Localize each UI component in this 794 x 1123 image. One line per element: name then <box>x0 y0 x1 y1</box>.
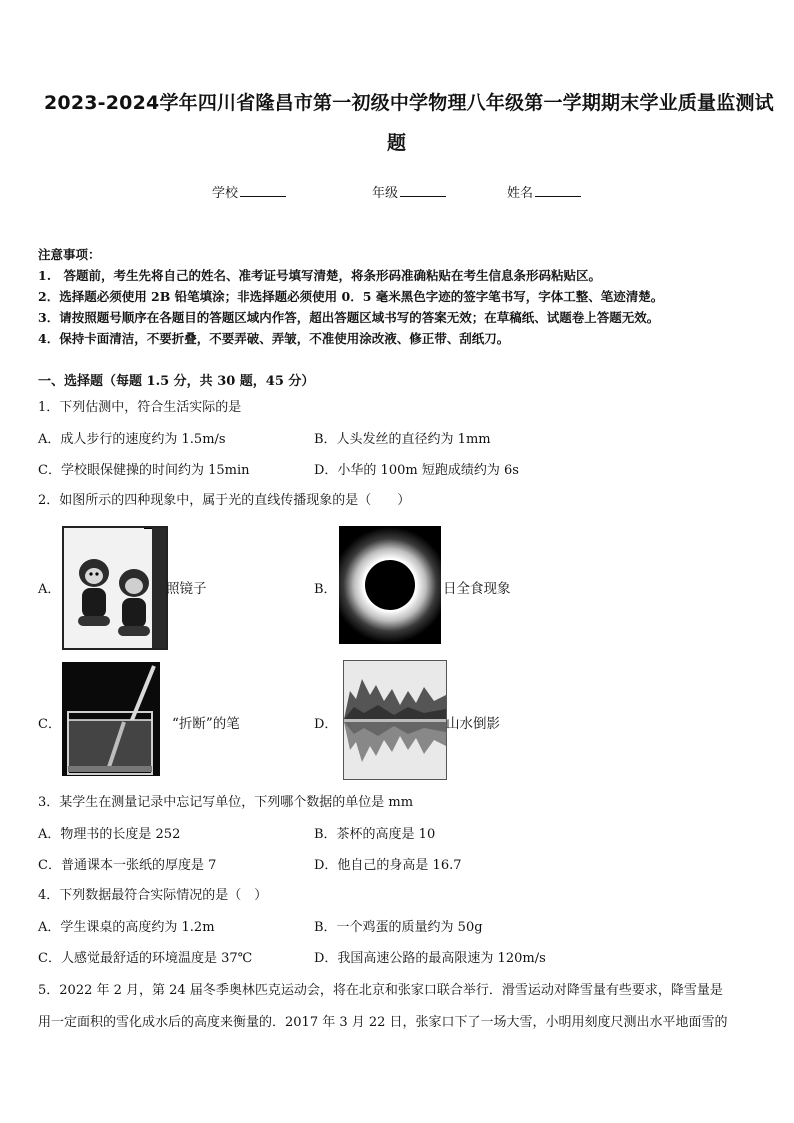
q2-option-d-label[interactable]: D． <box>314 717 338 732</box>
q4-option-a[interactable]: A．学生课桌的高度约为 1.2m <box>38 920 215 935</box>
note-item-4: 4．保持卡面清洁，不要折叠，不要弄破、弄皱，不准使用涂改液、修正带、刮纸刀。 <box>38 331 510 346</box>
grade-field[interactable] <box>372 182 446 201</box>
q1-stem: 1．下列估测中，符合生活实际的是 <box>38 400 242 415</box>
school-label: 学校 <box>212 186 239 201</box>
section-heading: 一、选择题（每题 1.5 分，共 30 题，45 分） <box>38 374 315 389</box>
page-title: 2023-2024学年四川省隆昌市第一初级中学物理八年级第一学期期末学业质量监测试 <box>44 92 774 114</box>
q1-option-d[interactable]: D．小华的 100m 短跑成绩约为 6s <box>314 463 519 478</box>
q3-option-b[interactable]: B．茶杯的高度是 10 <box>314 827 436 842</box>
q5-text-line-1: 5．2022 年 2 月，第 24 届冬季奥林匹克运动会，将在北京和张家口联合举行．滑雪运动对降雪量有些要求，降雪量是 <box>38 983 723 998</box>
q2-stem: 2．如图所示的四种现象中，属于光的直线传播现象的是（ ） <box>38 493 411 508</box>
q2-option-c-label[interactable]: C． <box>38 717 61 732</box>
q2-option-b-label[interactable]: B． <box>314 582 337 597</box>
school-blank <box>240 184 286 197</box>
q3-option-d[interactable]: D．他自己的身高是 16.7 <box>314 858 462 873</box>
name-blank <box>535 184 581 197</box>
reflection-photo <box>343 660 447 780</box>
q5-text-line-2: 用一定面积的雪化成水后的高度来衡量的．2017 年 3 月 22 日，张家口下了一场大雪，小明用刻度尺测出水平地面雪的 <box>38 1015 728 1030</box>
bent-pen-photo <box>62 662 160 776</box>
q1-option-a[interactable]: A．成人步行的速度约为 1.5m/s <box>38 432 226 447</box>
q3-stem: 3．某学生在测量记录中忘记写单位，下列哪个数据的单位是 mm <box>38 795 414 810</box>
q4-option-c[interactable]: C．人感觉最舒适的环境温度是 37℃ <box>38 951 253 966</box>
grade-blank <box>400 184 446 197</box>
q2-option-b-caption: 日全食现象 <box>443 581 511 597</box>
q4-option-b[interactable]: B．一个鸡蛋的质量约为 50g <box>314 920 483 935</box>
note-item-1: 1. 答题前，考生先将自己的姓名、准考证号填写清楚，将条形码准确粘贴在考生信息条形码粘贴区。 <box>38 268 602 283</box>
q3-option-a[interactable]: A．物理书的长度是 252 <box>38 827 181 842</box>
q2-option-d-caption: 山水倒影 <box>446 716 500 732</box>
name-field[interactable] <box>507 182 581 201</box>
q3-option-c[interactable]: C．普通课本一张纸的厚度是 7 <box>38 858 217 873</box>
note-item-2: 2．选择题必须使用 2B 铅笔填涂；非选择题必须使用 0．5 毫米黑色字迹的签字笔书写，字体工整、笔迹清楚。 <box>38 289 664 304</box>
notes-heading: 注意事项： <box>38 247 101 262</box>
mirror-photo <box>62 526 168 650</box>
page-title-continued: 题 <box>387 132 407 154</box>
q4-option-d[interactable]: D．我国高速公路的最高限速为 120m/s <box>314 951 546 966</box>
eclipse-photo <box>339 526 441 644</box>
note-item-3: 3．请按照题号顺序在各题目的答题区域内作答，超出答题区域书写的答案无效；在草稿纸、试题卷上答题无效。 <box>38 310 660 325</box>
q4-stem: 4．下列数据最符合实际情况的是（ ） <box>38 888 268 903</box>
q1-option-c[interactable]: C．学校眼保健操的时间约为 15min <box>38 463 250 478</box>
q2-option-c-caption: “折断”的笔 <box>172 716 240 732</box>
q1-option-b[interactable]: B．人头发丝的直径约为 1mm <box>314 432 491 447</box>
grade-label: 年级 <box>372 186 399 201</box>
name-label: 姓名 <box>507 186 534 201</box>
school-field[interactable] <box>212 182 286 201</box>
q2-option-a-label[interactable]: A． <box>38 582 61 597</box>
q2-option-a-caption: 照镜子 <box>166 581 207 597</box>
